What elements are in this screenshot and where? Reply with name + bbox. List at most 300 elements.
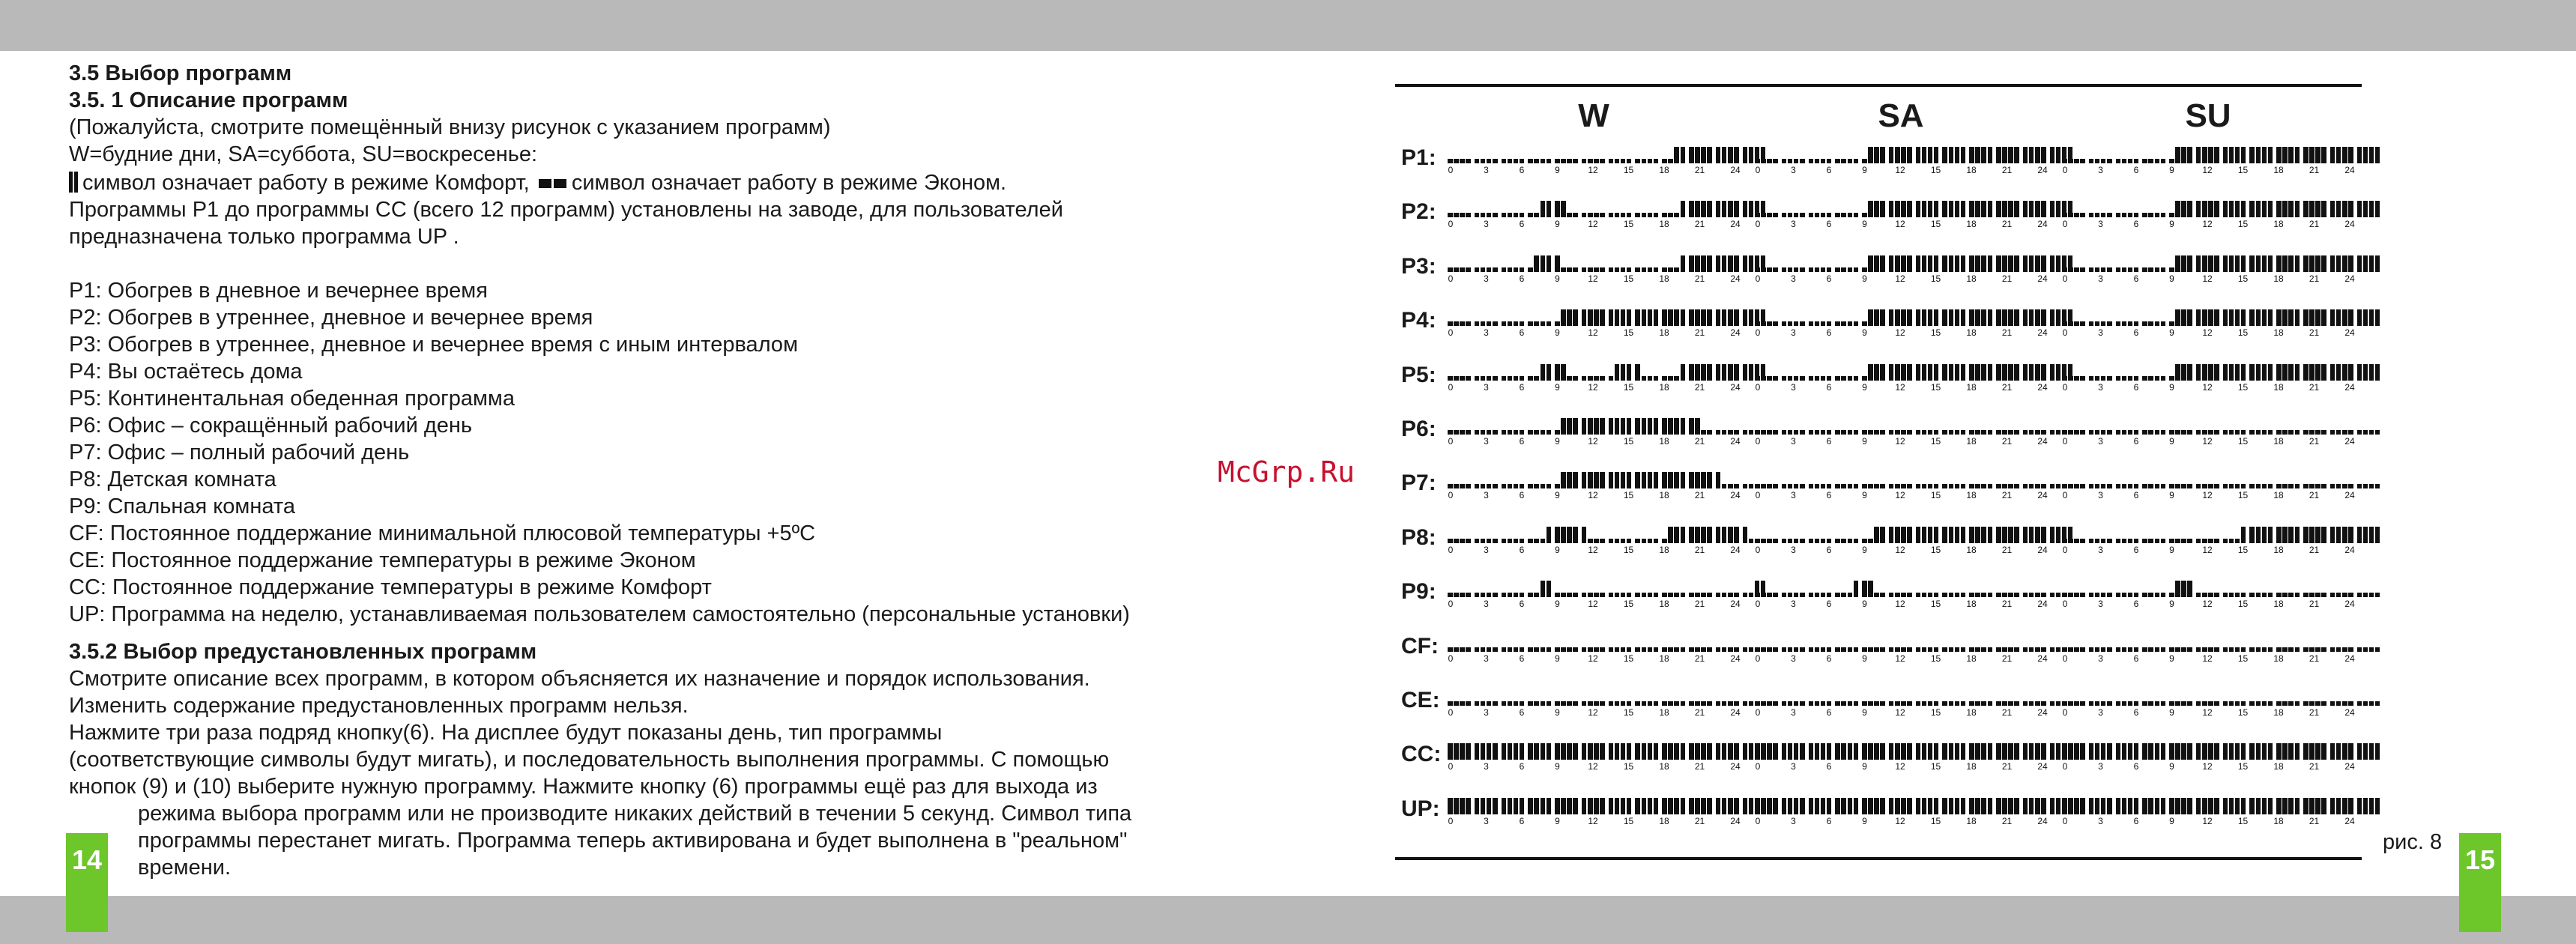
economy-slot	[2056, 484, 2061, 488]
economy-slot	[1508, 539, 1513, 543]
comfort-slot	[1716, 527, 1721, 543]
hour-tick-label: 0	[2062, 599, 2068, 610]
economy-slot	[1487, 376, 1492, 381]
hour-tick-label: 3	[1484, 436, 1489, 447]
economy-slot	[1880, 647, 1885, 652]
hour-tick-label: 21	[1694, 815, 1705, 826]
comfort-slot	[1749, 201, 1754, 217]
economy-slot	[1466, 321, 1471, 326]
comfort-slot	[1862, 798, 1867, 814]
economy-slot	[1773, 159, 1778, 163]
hour-tick-label: 6	[1826, 761, 1832, 772]
comfort-slot	[1848, 743, 1853, 760]
comfort-slot	[2074, 743, 2079, 760]
economy-slot	[2008, 593, 2013, 597]
economy-slot	[2002, 647, 2007, 652]
program-label: CC:	[1401, 742, 1442, 767]
comfort-slot	[2175, 798, 2180, 814]
economy-slot	[2369, 593, 2374, 597]
comfort-slot	[2375, 527, 2380, 543]
hour-tick-label: 15	[1623, 327, 1634, 339]
comfort-slot	[2202, 255, 2207, 272]
comfort-slot	[1695, 147, 1700, 163]
comfort-slot	[2348, 309, 2353, 326]
comfort-slot	[1546, 743, 1552, 760]
economy-slot	[2187, 539, 2192, 543]
comfort-slot	[1773, 798, 1778, 814]
economy-slot	[1555, 484, 1560, 488]
hour-tick-label: 0	[1755, 381, 1761, 393]
economy-slot	[1567, 593, 1572, 597]
comfort-slot	[1448, 798, 1453, 814]
comfort-slot	[1681, 743, 1686, 760]
economy-slot	[2095, 539, 2100, 543]
comfort-slot	[2041, 527, 2046, 543]
comfort-slot	[1955, 201, 1960, 217]
economy-slot	[1546, 430, 1552, 435]
economy-slot	[2128, 484, 2133, 488]
schedule-strip-sa	[1755, 412, 2047, 457]
comfort-slot	[2041, 309, 2046, 326]
economy-slot	[1841, 321, 1846, 326]
comfort-slot	[2029, 364, 2034, 381]
hour-tick-label: 3	[1484, 653, 1489, 664]
economy-slot	[1508, 267, 1513, 272]
economy-slot	[2249, 593, 2255, 597]
economy-slot	[1454, 376, 1459, 381]
comfort-slot	[1942, 201, 1947, 217]
economy-slot	[1981, 593, 1986, 597]
comfort-slot	[2330, 798, 2335, 814]
comfort-slot	[1880, 798, 1885, 814]
hour-tick-label: 21	[2309, 599, 2320, 610]
comfort-slot	[2288, 798, 2294, 814]
economy-slot	[2035, 484, 2040, 488]
comfort-slot	[1716, 472, 1721, 488]
comfort-slot	[2363, 201, 2368, 217]
economy-slot	[1609, 376, 1614, 381]
comfort-slot	[2196, 798, 2201, 814]
hour-tick-label: 18	[2273, 490, 2284, 501]
program-row	[1395, 195, 2362, 240]
hour-tick-label: 18	[2273, 544, 2284, 555]
economy-slot	[2202, 484, 2207, 488]
economy-slot	[2002, 430, 2007, 435]
economy-slot	[2035, 430, 2040, 435]
economy-slot	[1695, 593, 1700, 597]
economy-slot	[1969, 484, 1974, 488]
symbol-legend-line	[69, 168, 1358, 196]
hour-tick-label: 15	[2237, 219, 2249, 230]
hour-tick-label: 0	[2062, 707, 2068, 718]
economy-slot	[2014, 701, 2019, 706]
comfort-slot	[1567, 418, 1572, 435]
comfort-slot	[1460, 743, 1465, 760]
comfort-slot	[2342, 255, 2347, 272]
hour-tick-label: 12	[2202, 273, 2213, 284]
economy-slot	[1662, 539, 1667, 543]
hour-tick-label: 3	[1791, 436, 1796, 447]
comfort-slot	[2008, 364, 2013, 381]
hour-tick-label: 21	[2309, 327, 2320, 339]
text-line: CF: Постоянное поддержание минимальной плюсовой температуры +5ºC	[69, 521, 816, 545]
hour-tick-label: 0	[1448, 436, 1454, 447]
economy-slot	[1934, 484, 1939, 488]
program-row	[1395, 358, 2362, 403]
hour-tick-label: 12	[2202, 653, 2213, 664]
hour-tick-label: 18	[1659, 273, 1669, 284]
economy-slot	[1662, 647, 1667, 652]
economy-slot	[1749, 484, 1754, 488]
economy-slot	[1988, 701, 1993, 706]
comfort-symbol-icon	[69, 172, 79, 193]
economy-slot	[1835, 376, 1840, 381]
economy-slot	[1767, 213, 1772, 217]
comfort-slot	[2050, 147, 2055, 163]
comfort-slot	[2223, 364, 2228, 381]
schedule-strip-sa	[1755, 575, 2047, 620]
program-row	[1395, 466, 2362, 511]
economy-slot	[1862, 539, 1867, 543]
economy-slot	[1821, 647, 1826, 652]
comfort-slot	[1642, 743, 1647, 760]
economy-slot	[1701, 647, 1706, 652]
hour-tick-label: 12	[1588, 599, 1598, 610]
comfort-slot	[2288, 364, 2294, 381]
hour-tick-label: 3	[1791, 219, 1796, 230]
comfort-slot	[1922, 255, 1927, 272]
comfort-slot	[2029, 201, 2034, 217]
economy-slot	[2282, 430, 2288, 435]
comfort-slot	[2315, 147, 2320, 163]
hour-tick-label: 24	[1730, 219, 1741, 230]
economy-slot	[2062, 593, 2067, 597]
hour-tick-label: 21	[1694, 165, 1705, 175]
economy-slot	[1901, 647, 1906, 652]
comfort-slot	[1996, 201, 2001, 217]
economy-slot	[1722, 484, 1727, 488]
comfort-slot	[1701, 309, 1706, 326]
comfort-slot	[2181, 255, 2186, 272]
text-line: программы перестанет мигать. Программа теперь активирована и будет выполнена в "реальном"	[138, 829, 1128, 853]
hour-tick-label: 21	[2309, 707, 2320, 718]
economy-slot	[2208, 647, 2213, 652]
comfort-slot	[1955, 147, 1960, 163]
economy-slot	[1821, 321, 1826, 326]
economy-slot	[1809, 701, 1814, 706]
economy-slot	[1782, 593, 1787, 597]
economy-slot	[2080, 267, 2085, 272]
comfort-slot	[1528, 743, 1533, 760]
economy-slot	[2101, 159, 2106, 163]
comfort-slot	[2035, 201, 2040, 217]
hour-tick-label: 24	[2344, 381, 2355, 393]
comfort-slot	[2223, 201, 2228, 217]
schedule-strip-sa	[1755, 195, 2047, 240]
economy-slot	[1594, 539, 1599, 543]
economy-slot	[2101, 539, 2106, 543]
comfort-slot	[1716, 255, 1721, 272]
schedule-strip-sa	[1755, 737, 2047, 782]
economy-slot	[2175, 430, 2180, 435]
comfort-slot	[2014, 364, 2019, 381]
comfort-slot	[1761, 798, 1766, 814]
economy-slot	[1493, 376, 1498, 381]
economy-slot	[2116, 267, 2121, 272]
comfort-slot	[2196, 309, 2201, 326]
economy-slot	[2161, 159, 2166, 163]
comfort-slot	[1922, 309, 1927, 326]
economy-slot	[1654, 539, 1659, 543]
text-line: P2: Обогрев в утреннее, дневное и вечернее время	[69, 306, 593, 330]
hour-tick-label: 24	[1730, 327, 1741, 339]
economy-slot	[1767, 593, 1772, 597]
hour-tick-label: 21	[2001, 381, 2013, 393]
hour-tick-label: 15	[1930, 761, 1941, 772]
economy-slot	[2122, 430, 2127, 435]
economy-slot	[1648, 647, 1653, 652]
comfort-slot	[1674, 743, 1679, 760]
comfort-slot	[2375, 201, 2380, 217]
comfort-slot	[2348, 201, 2353, 217]
hour-tick-label: 18	[2273, 599, 2284, 610]
comfort-slot	[2268, 364, 2273, 381]
comfort-slot	[1609, 309, 1614, 326]
hour-tick-label: 6	[1519, 544, 1525, 555]
comfort-slot	[1928, 364, 1933, 381]
economy-slot	[1707, 701, 1712, 706]
comfort-slot	[1635, 309, 1640, 326]
hour-tick-label: 21	[1694, 327, 1705, 339]
comfort-slot	[2175, 364, 2180, 381]
comfort-slot	[1448, 743, 1453, 760]
economy-slot	[1648, 593, 1653, 597]
economy-slot	[1767, 701, 1772, 706]
program-label: P7:	[1401, 471, 1436, 496]
comfort-slot	[1555, 743, 1560, 760]
comfort-slot	[1668, 798, 1673, 814]
hour-tick-label: 18	[1966, 761, 1977, 772]
economy-slot	[2074, 159, 2079, 163]
economy-slot	[2134, 159, 2139, 163]
economy-slot	[2074, 376, 2079, 381]
comfort-slot	[1981, 309, 1986, 326]
economy-slot	[1481, 267, 1486, 272]
economy-slot	[1854, 213, 1859, 217]
economy-slot	[2295, 593, 2300, 597]
economy-slot	[1788, 539, 1793, 543]
economy-slot	[1528, 213, 1533, 217]
comfort-slot	[1880, 309, 1885, 326]
hour-tick-label: 21	[1694, 436, 1705, 447]
economy-slot	[2142, 213, 2147, 217]
economy-slot	[1588, 159, 1593, 163]
hour-tick-label: 0	[1755, 653, 1761, 664]
economy-slot	[1868, 430, 1873, 435]
comfort-slot	[2169, 798, 2174, 814]
comfort-slot	[1695, 364, 1700, 381]
hour-tick-label: 9	[2169, 219, 2174, 230]
hour-tick-label: 21	[2309, 273, 2320, 284]
economy-slot	[1827, 376, 1832, 381]
comfort-slot	[1722, 798, 1727, 814]
schedule-strip-w	[1448, 249, 1740, 294]
economy-slot	[1555, 593, 1560, 597]
comfort-slot	[1681, 798, 1686, 814]
economy-slot	[1800, 430, 1805, 435]
economy-slot	[2202, 430, 2207, 435]
economy-slot	[2062, 159, 2067, 163]
comfort-slot	[2357, 798, 2362, 814]
economy-slot	[2235, 484, 2240, 488]
economy-slot	[1767, 376, 1772, 381]
comfort-slot	[2235, 743, 2240, 760]
economy-slot	[2214, 430, 2219, 435]
comfort-slot	[1874, 527, 1879, 543]
hour-tick-label: 15	[1623, 761, 1634, 772]
hour-tick-label: 6	[2133, 490, 2139, 501]
comfort-slot	[1809, 743, 1814, 760]
hour-tick-label: 3	[2098, 653, 2103, 664]
hour-tick-label: 15	[1623, 165, 1634, 175]
economy-slot	[2342, 701, 2347, 706]
economy-slot	[2348, 647, 2353, 652]
economy-slot	[1848, 321, 1853, 326]
economy-slot	[2002, 593, 2007, 597]
comfort-slot	[2229, 201, 2234, 217]
economy-slot	[1466, 159, 1471, 163]
hour-tick-label: 21	[2001, 327, 2013, 339]
economy-slot	[1722, 701, 1727, 706]
comfort-slot	[1874, 364, 1879, 381]
economy-slot	[2330, 430, 2335, 435]
comfort-slot	[2023, 364, 2028, 381]
economy-slot	[2357, 593, 2362, 597]
economy-slot	[2035, 647, 2040, 652]
economy-slot	[2282, 701, 2288, 706]
economy-slot	[2023, 593, 2028, 597]
economy-slot	[1782, 430, 1787, 435]
comfort-slot	[1648, 472, 1653, 488]
economy-slot	[1854, 321, 1859, 326]
economy-slot	[2068, 321, 2073, 326]
economy-slot	[1508, 484, 1513, 488]
hour-tick-label: 12	[1895, 273, 1905, 284]
economy-slot	[1514, 484, 1519, 488]
comfort-slot	[2336, 147, 2341, 163]
text-line: P3: Обогрев в утреннее, дневное и вечернее время с иным интервалом	[69, 333, 799, 357]
text-line: предназначена только программа UP .	[69, 225, 459, 249]
comfort-slot	[2268, 309, 2273, 326]
hour-tick-label: 24	[2344, 219, 2355, 230]
economy-slot	[1788, 376, 1793, 381]
comfort-slot	[2241, 364, 2246, 381]
economy-slot	[2315, 701, 2320, 706]
economy-slot	[1567, 159, 1572, 163]
comfort-slot	[2008, 798, 2013, 814]
economy-slot	[1815, 430, 1820, 435]
economy-slot	[2041, 484, 2046, 488]
comfort-slot	[2357, 201, 2362, 217]
comfort-slot	[1668, 418, 1673, 435]
comfort-slot	[1541, 201, 1546, 217]
economy-slot	[1534, 701, 1539, 706]
economy-slot	[2035, 701, 2040, 706]
economy-slot	[1520, 159, 1525, 163]
economy-slot	[1648, 376, 1653, 381]
economy-slot	[1475, 593, 1480, 597]
hour-tick-label: 3	[2098, 165, 2103, 175]
comfort-slot	[1695, 472, 1700, 488]
economy-slot	[1761, 321, 1766, 326]
comfort-slot	[2035, 147, 2040, 163]
comfort-slot	[1466, 743, 1471, 760]
economy-slot	[1466, 647, 1471, 652]
economy-slot	[1773, 539, 1778, 543]
economy-symbol-text: символ означает работу в режиме Эконом.	[571, 171, 1007, 195]
economy-slot	[2068, 213, 2073, 217]
economy-slot	[2148, 484, 2153, 488]
economy-slot	[2169, 593, 2174, 597]
hour-tick-label: 9	[2169, 381, 2174, 393]
economy-slot	[2330, 701, 2335, 706]
economy-slot	[1502, 593, 1507, 597]
comfort-slot	[2062, 743, 2067, 760]
comfort-slot	[2330, 743, 2335, 760]
comfort-slot	[1975, 147, 1980, 163]
comfort-slot	[1969, 527, 1974, 543]
economy-slot	[1460, 159, 1465, 163]
hour-tick-label: 6	[1826, 219, 1832, 230]
comfort-slot	[2357, 255, 2362, 272]
comfort-slot	[1907, 147, 1912, 163]
economy-slot	[1448, 593, 1453, 597]
economy-slot	[1508, 159, 1513, 163]
economy-slot	[1621, 647, 1626, 652]
comfort-slot	[2214, 364, 2219, 381]
comfort-slot	[1996, 309, 2001, 326]
comfort-slot	[2175, 743, 2180, 760]
schedule-strip-su	[2062, 575, 2354, 620]
hour-tick-label: 0	[1755, 219, 1761, 230]
economy-slot	[1854, 376, 1859, 381]
text-line: режима выбора программ или не производите никаких действий в течении 5 секунд. Символ типа	[138, 802, 1132, 826]
schedule-strip-w	[1448, 521, 1740, 566]
economy-slot	[2375, 430, 2380, 435]
economy-slot	[2196, 647, 2201, 652]
schedule-strip-sa	[1755, 683, 2047, 728]
economy-slot	[2181, 701, 2186, 706]
comfort-slot	[1594, 418, 1599, 435]
economy-slot	[1942, 430, 1947, 435]
economy-slot	[2336, 701, 2341, 706]
comfort-slot	[1573, 418, 1578, 435]
economy-slot	[1868, 484, 1873, 488]
comfort-slot	[2202, 364, 2207, 381]
economy-slot	[2107, 159, 2112, 163]
comfort-slot	[1922, 364, 1927, 381]
economy-slot	[1481, 321, 1486, 326]
schedule-strip-w	[1448, 141, 1740, 186]
hour-tick-label: 6	[1519, 436, 1525, 447]
hour-tick-label: 12	[2202, 381, 2213, 393]
hour-tick-label: 15	[2237, 761, 2249, 772]
economy-slot	[2348, 593, 2353, 597]
economy-slot	[1466, 267, 1471, 272]
economy-slot	[1466, 539, 1471, 543]
comfort-slot	[1487, 798, 1492, 814]
comfort-slot	[1493, 743, 1498, 760]
